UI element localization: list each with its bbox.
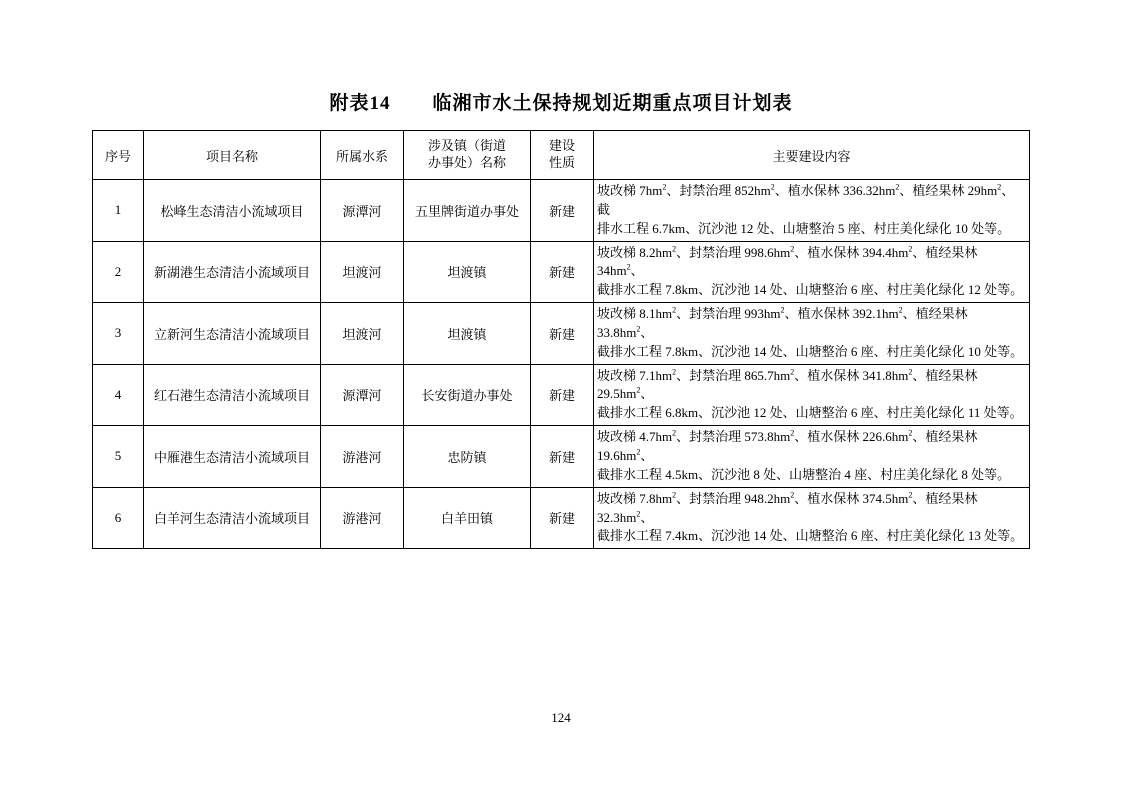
table-row [93,487,1030,549]
cell-seq: 4 [93,364,144,426]
content-seg-b: 、封禁治理 993hm [676,306,781,322]
content-sup-1: 2 [672,428,677,438]
table-row [93,241,1030,303]
content-line-1 [597,182,1026,220]
table-row [93,426,1030,488]
content-line-1 [597,490,1026,528]
cell-town: 五里牌街道办事处 [404,180,531,242]
content-line-2: 截排水工程 7.4km、沉沙池 14 处、山塘整治 6 座、村庄美化绿化 13 处等。 [597,528,1024,544]
content-seg-e: 、 [640,447,654,463]
column-header-town-line1: 涉及镇（街道 [427,138,506,154]
content-line-2: 截排水工程 6.8km、沉沙池 12 处、山塘整治 6 座、村庄美化绿化 11 处等。 [597,405,1023,421]
content-seg-e: 、 [630,263,644,279]
cell-town: 白羊田镇 [404,487,531,549]
content-sup-1: 2 [672,490,677,500]
content-seg-d: 、植经果林 29hm [899,183,998,198]
page-number: 124 [551,710,571,725]
table-row [93,364,1030,426]
content-line-2: 截排水工程 7.8km、沉沙池 14 处、山塘整治 6 座、村庄美化绿化 12 处等。 [597,282,1024,298]
content-seg-a: 坡改梯 7.1hm [597,367,673,383]
content-seg-e: 、 [640,324,654,340]
content-seg-b: 、封禁治理 948.2hm [676,490,791,506]
content-line-1 [597,244,1026,282]
cell-project-name: 红石港生态清洁小流域项目 [144,364,321,426]
content-seg-d: 、植经果林 34hm [597,244,978,279]
content-seg-a: 坡改梯 7.8hm [597,490,673,506]
cell-project-name: 立新河生态清洁小流域项目 [144,303,321,365]
content-sup-3: 2 [908,428,913,438]
content-seg-a: 坡改梯 4.7hm [597,429,673,445]
project-plan-table [92,130,1030,549]
cell-river-system: 游港河 [321,426,404,488]
cell-project-name: 中雁港生态清洁小流域项目 [144,426,321,488]
cell-project-name: 松峰生态清洁小流域项目 [144,180,321,242]
cell-river-system: 坦渡河 [321,303,404,365]
content-sup-3: 2 [908,490,913,500]
cell-seq: 6 [93,487,144,549]
cell-town: 长安街道办事处 [404,364,531,426]
column-header-construction-type [531,131,594,180]
content-sup-1: 2 [662,182,667,192]
cell-construction-type: 新建 [531,241,594,303]
content-sup-4: 2 [636,447,641,457]
column-header-project-name: 项目名称 [144,131,321,180]
content-sup-1: 2 [672,367,677,377]
content-sup-2: 2 [790,244,795,254]
cell-seq: 5 [93,426,144,488]
cell-seq: 1 [93,180,144,242]
cell-project-name: 新湖港生态清洁小流域项目 [144,241,321,303]
content-sup-1: 2 [672,244,677,254]
content-sup-1: 2 [672,305,677,315]
content-sup-3: 2 [908,244,913,254]
column-header-seq: 序号 [93,131,144,180]
cell-construction-type: 新建 [531,364,594,426]
content-seg-b: 、封禁治理 573.8hm [676,429,791,445]
column-header-type-line2: 性质 [548,155,575,170]
content-line-2: 截排水工程 7.8km、沉沙池 14 处、山塘整治 6 座、村庄美化绿化 10 处等。 [597,343,1024,359]
cell-main-content [594,303,1030,365]
column-header-town [404,131,531,180]
content-seg-a: 坡改梯 7hm [597,183,663,198]
content-sup-3: 2 [908,367,913,377]
content-seg-a: 坡改梯 8.2hm [597,244,673,260]
content-line-2: 截排水工程 4.5km、沉沙池 8 处、山塘整治 4 座、村庄美化绿化 8 处等。 [597,466,1011,482]
content-seg-d: 、植经果林 19.6hm [597,429,978,463]
content-seg-a: 坡改梯 8.1hm [597,306,673,322]
cell-project-name: 白羊河生态清洁小流域项目 [144,487,321,549]
cell-town: 忠防镇 [404,426,531,488]
title-prefix: 附表14 [329,93,391,114]
cell-town: 坦渡镇 [404,303,531,365]
content-seg-c: 、植水保林 226.6hm [794,429,909,445]
content-seg-b: 、封禁治理 998.6hm [676,244,791,260]
content-seg-b: 、封禁治理 852hm [666,183,771,198]
cell-seq: 3 [93,303,144,365]
cell-construction-type: 新建 [531,426,594,488]
content-seg-d: 、植经果林 29.5hm [597,367,978,402]
content-line-2: 排水工程 6.7km、沉沙池 12 处、山塘整治 5 座、村庄美化绿化 10 处等。 [597,220,1011,236]
table-row [93,180,1030,242]
content-sup-3: 2 [895,182,900,192]
cell-seq: 2 [93,241,144,303]
column-header-main-content: 主要建设内容 [594,131,1030,180]
content-seg-e: 、截 [597,183,1015,217]
cell-main-content [594,487,1030,549]
content-seg-e: 、 [640,509,654,525]
cell-river-system: 源潭河 [321,364,404,426]
table-header-row [93,131,1030,180]
cell-construction-type: 新建 [531,303,594,365]
content-seg-c: 、植水保林 374.5hm [794,490,909,506]
cell-town: 坦渡镇 [404,241,531,303]
content-seg-b: 、封禁治理 865.7hm [676,367,791,383]
content-sup-4: 2 [997,182,1002,192]
content-line-1 [597,305,1026,343]
cell-main-content [594,364,1030,426]
cell-main-content [594,241,1030,303]
content-seg-c: 、植水保林 341.8hm [794,367,909,383]
content-line-1 [597,428,1026,466]
content-line-1 [597,367,1026,405]
content-seg-d: 、植经果林 32.3hm [597,490,978,525]
content-sup-2: 2 [780,305,785,315]
cell-river-system: 源潭河 [321,180,404,242]
content-seg-e: 、 [640,386,654,402]
column-header-type-line1: 建设 [548,138,575,154]
title-main: 临湘市水土保持规划近期重点项目计划表 [432,93,793,114]
content-seg-c: 、植水保林 336.32hm [774,183,896,198]
content-sup-3: 2 [898,305,903,315]
cell-construction-type: 新建 [531,487,594,549]
page-title [0,88,1122,115]
content-sup-4: 2 [636,509,641,519]
content-sup-2: 2 [790,490,795,500]
column-header-river-system: 所属水系 [321,131,404,180]
content-sup-2: 2 [770,182,775,192]
content-seg-c: 、植水保林 392.1hm [784,306,899,322]
content-sup-2: 2 [790,428,795,438]
content-sup-4: 2 [636,324,641,334]
content-seg-c: 、植水保林 394.4hm [794,244,909,260]
cell-main-content [594,426,1030,488]
column-header-town-line2: 办事处）名称 [427,155,506,170]
cell-river-system: 游港河 [321,487,404,549]
table-row [93,303,1030,365]
content-sup-2: 2 [790,367,795,377]
content-seg-d: 、植经果林 33.8hm [597,306,968,340]
cell-river-system: 坦渡河 [321,241,404,303]
cell-main-content [594,180,1030,242]
content-sup-4: 2 [636,386,641,396]
content-sup-4: 2 [626,263,631,273]
cell-construction-type: 新建 [531,180,594,242]
